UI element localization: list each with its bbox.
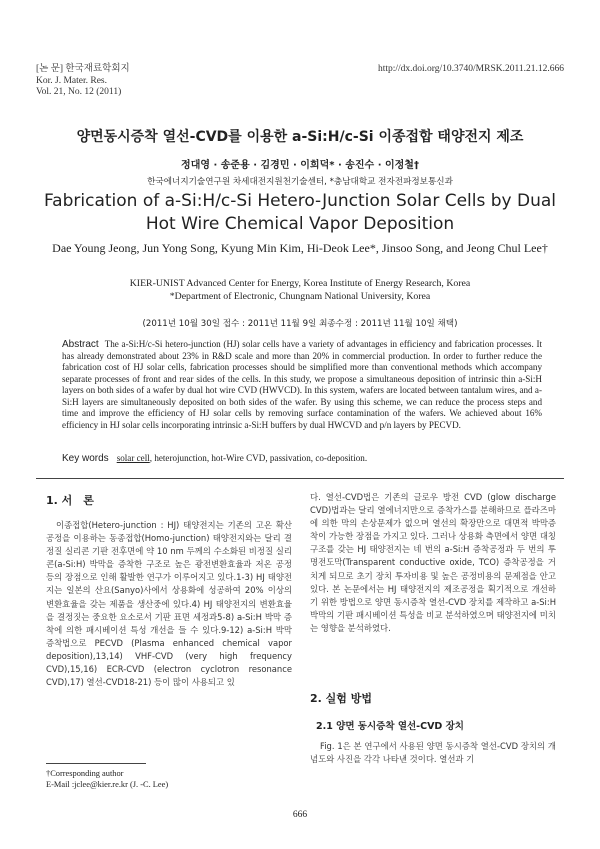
submission-dates: (2011년 10월 30일 접수 : 2011년 11월 9일 최종수정 : 2011년 11월 10일 채택): [142, 319, 458, 329]
footnote-rule: [46, 763, 146, 764]
keyword-link[interactable]: solar cell: [116, 453, 150, 463]
title-english: Fabrication of a-Si:H/c-Si Hetero-Junction Solar Cells by Dual Hot Wire Chemical Vapor Deposition: [43, 191, 557, 234]
affiliation-english-line-1: KIER-UNIST Advanced Center for Energy, Korea Institute of Energy Research, Korea: [129, 278, 471, 289]
intro-continued-paragraph: 다. 열선-CVD법은 기존의 글로우 방전 CVD (glow discharge CVD)법과는 달리 열에너지만으로 증착가스를 분해하므로 플라즈마에 의한 막의 손상문제가 없으며 열선의 확장만으로 대면적 박막증착이 가능한 장점을 가지고 있다. 그러나 상용화 측면에서 양면 대칭구조를 갖는 HJ 태양전지는 네 번의 a-Si:H 증착공정과 두 번의 투명전도막(Transparent conductive oxide, TCO) 증착공정을 거치게 되므로 초기 장치 투자비용 및 높은 공정비용의 문제점을 안고 있다. 본 논문에서는 HJ 태양전지의 제조공정을 획기적으로 개선하기 위한 방법으로 양면 동시증착 열선-CVD 장치를 제작하고 a-Si:H 박막의 기판 패시베이션 특성을 비교 분석하였으며 태양전지에 미치는 영향을 분석하였다.: [310, 492, 556, 633]
divider: [36, 478, 564, 479]
keywords-rest: , heterojunction, hot-Wire CVD, passivation, co-deposition.: [149, 453, 368, 463]
footnote: [46, 768, 168, 790]
section-1-paragraph: 이종접합(Hetero-junction : HJ) 태양전지는 기존의 고온 확산공정을 이용하는 동종접합(Homo-junction) 태양전지와는 달리 결정질 실리콘 기판 전후면에 약 10 nm 두께의 수소화된 비정질 실리콘(a-Si:H) 박막을 증착한 구조로 높은 광전변환효율과 저온 공정 등의 장점으로 인해 활발한 연구가 이루어지고 있다.1-3) HJ 태양전지는 일본의 산요(Sanyo)사에서 상용화에 성공하여 20% 이상의 변환효율을 갖는 제품을 생산중에 있다.4) HJ 태양전지의 변환효율을 결정짓는 중요한 요소로서 기판 표면 세정과5-8) a-Si:H 박막 증착에 의한 패시베이션 특성 개선을 들 수 있다.9-12) a-Si:H 박막 증착법으로 PECVD (Plasma enhanced chemical vapor deposition),13,14) VHF-CVD (very high frequency CVD),15,16) ECR-CVD (electron cyclotron resonance CVD),17) 열선-CVD18-21) 등이 많이 사용되고 있: [46, 520, 292, 688]
authors-korean: 정대영 · 송준용 · 김경민 · 이희덕* · 송진수 · 이정철†: [181, 160, 419, 171]
affiliation-korean: 한국에너지기술연구원 차세대전지원천기술센터, *충남대학교 전자전파정보통신과: [147, 177, 453, 187]
journal-header: [36, 64, 130, 99]
affiliation-english-line-2: *Department of Electronic, Chungnam National University, Korea: [169, 291, 431, 302]
journal-abbreviation: Kor. J. Mater. Res.: [36, 75, 107, 86]
affiliation-english: [30, 277, 570, 303]
abstract: [62, 339, 542, 431]
section-1-heading: 1. 서 론: [46, 494, 94, 507]
abstract-text: The a-Si:H/c-Si hetero-junction (HJ) solar cells have a variety of advantages in efficiency and fabrication processes. It has already demonstrated about 23% in R&D scale and more than 20% in commercial production. In order to further reduce the fabrication cost of HJ solar cells, fabrication processes should be simplified more than conventional methods which accompany separate processes of front and rear sides of the cells. In this study, we propose a simultaneous deposition of intrinsic thin a-Si:H layers on both sides of a wafer by dual hot wire CVD (HWVCD). In this system, wafers are located between tantalum wires, and a-Si:H layers are simultaneously deposited on both sides of the wafer. By using this scheme, we can reduce the process steps and time and improve the efficiency of HJ solar cells by removing surface contamination of the wafers. We achieved about 16% efficiency in HJ solar cells incorporating intrinsic a-Si:H buffers by dual HWCVD and p/n layers by PECVD.: [62, 339, 542, 430]
author-email: E-Mail :jclee@kier.re.kr (J. -C. Lee): [46, 780, 169, 789]
abstract-label: Abstract: [62, 339, 99, 350]
journal-name-ko: [논 문] 한국재료학회지: [36, 64, 130, 74]
section-2-heading: 2. 실험 방법: [310, 692, 372, 705]
keywords-label: Key words: [62, 453, 109, 464]
doi-link[interactable]: http://dx.doi.org/10.3740/MRSK.2011.21.12.666: [377, 64, 564, 74]
page-number: 666: [292, 810, 308, 820]
corresponding-author: †Corresponding author: [46, 769, 124, 778]
section-2-1-heading: 2.1 양면 동시증착 열선-CVD 장치: [316, 721, 464, 732]
section-2-1-paragraph: Fig. 1은 본 연구에서 사용된 양면 동시증착 열선-CVD 장치의 개념도와 사진을 각각 나타낸 것이다. 열선과 기: [310, 741, 556, 765]
journal-volume: Vol. 21, No. 12 (2011): [36, 87, 122, 97]
title-korean: 양면동시증착 열선-CVD를 이용한 a-Si:H/c-Si 이종접합 태양전지 제조: [76, 129, 524, 145]
authors-english: Dae Young Jeong, Jun Yong Song, Kyung Min Kim, Hi-Deok Lee*, Jinsoo Song, and Jeong Chul Lee†: [52, 241, 548, 255]
keywords: [62, 453, 542, 464]
